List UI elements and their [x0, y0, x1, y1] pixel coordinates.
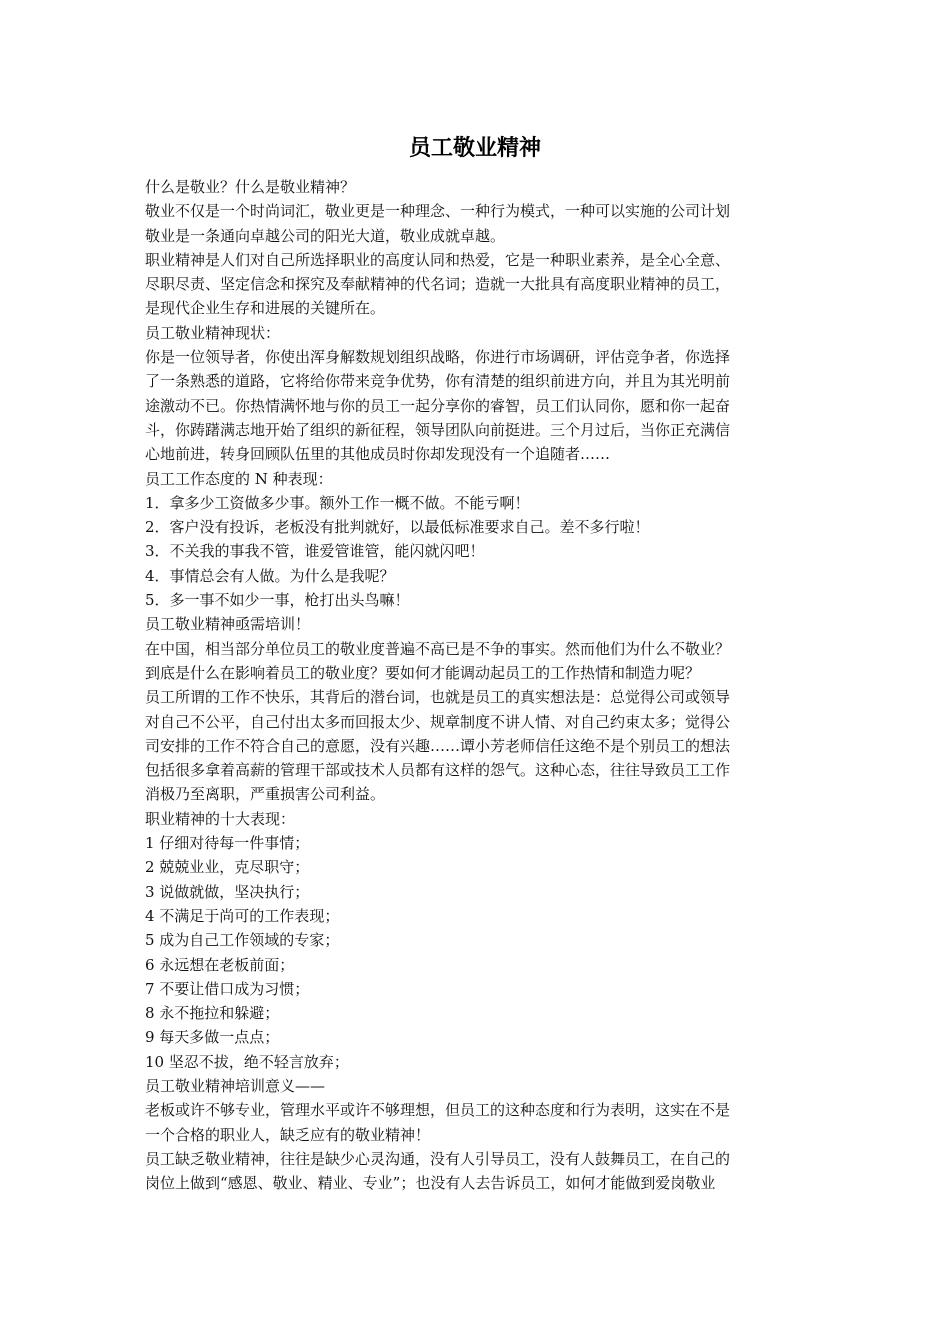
paragraph-line: 了一条熟悉的道路，它将给你带来竞争优势，你有清楚的组织前进方向，并且为其光明前 [145, 372, 731, 391]
paragraph-line: 10 坚忍不拔，绝不轻言放弃； [145, 1052, 349, 1071]
paragraph-line: 员工工作态度的 N 种表现： [145, 469, 333, 488]
paragraph [145, 588, 807, 612]
paragraph-line: 职业精神的十大表现： [145, 809, 296, 828]
paragraph-line: 岗位上做到“感恩、敬业、精业、专业”；也没有人去告诉员工，如何才能做到爱岗敬业 [145, 1174, 716, 1193]
paragraph [145, 855, 807, 879]
paragraph-line: 员工敬业精神亟需培训！ [145, 615, 311, 634]
paragraph [145, 685, 807, 806]
paragraph [145, 928, 807, 952]
paragraph-line: 员工所谓的工作不快乐，其背后的潜台词，也就是员工的真实想法是：总觉得公司或领导 [145, 688, 731, 707]
paragraph-line: 7 不要让借口成为习惯； [145, 979, 310, 998]
paragraph-line: 1．拿多少工资做多少事。额外工作一概不做。不能亏啊！ [145, 493, 530, 512]
paragraph [145, 321, 807, 345]
paragraph-line: 8 永不拖拉和躲避； [145, 1004, 280, 1023]
paragraph [145, 953, 807, 977]
document-title: 员工敬业精神 [408, 136, 541, 161]
paragraph [145, 564, 807, 588]
paragraph-line: 3．不关我的事我不管，谁爱管谁管，能闪就闪吧！ [145, 542, 485, 561]
paragraph-line: 一个合格的职业人，缺乏应有的敬业精神！ [145, 1125, 431, 1144]
paragraph-line: 2 兢兢业业，克尽职守； [145, 858, 310, 877]
paragraph-line: 9 每天多做一点点； [145, 1028, 280, 1047]
paragraph-line: 员工缺乏敬业精神，往往是缺少心灵沟通，没有人引导员工，没有人鼓舞员工，在自己的 [145, 1149, 731, 1168]
paragraph [145, 880, 807, 904]
paragraph-line: 对自己不公平，自己付出太多而回报太少、规章制度不讲人情、对自己约束太多；觉得公 [145, 712, 731, 731]
document-body [145, 175, 807, 1195]
paragraph-line: 3 说做就做，坚决执行； [145, 882, 310, 901]
paragraph-line: 司安排的工作不符合自己的意愿，没有兴趣……谭小芳老师信任这绝不是个别员工的想法 [145, 736, 731, 755]
paragraph-line: 心地前进，转身回顾队伍里的其他成员时你却发现没有一个追随者…… [145, 445, 611, 464]
paragraph [145, 467, 807, 491]
paragraph [145, 1098, 807, 1147]
paragraph [145, 248, 807, 321]
paragraph-line: 到底是什么在影响着员工的敬业度？要如何才能调动起员工的工作热情和制造力呢？ [145, 663, 701, 682]
paragraph-line: 4．事情总会有人做。为什么是我呢？ [145, 566, 395, 585]
paragraph-line: 敬业不仅是一个时尚词汇，敬业更是一种理念、一种行为模式，一种可以实施的公司计划 [145, 202, 731, 221]
paragraph [145, 637, 807, 686]
paragraph-line: 你是一位领导者，你使出浑身解数规划组织战略，你进行市场调研，评估竞争者，你选择 [145, 348, 731, 367]
paragraph-line: 员工敬业精神培训意义—— [145, 1076, 326, 1095]
paragraph-line: 职业精神是人们对自己所选择职业的高度认同和热爱，它是一种职业素养，是全心全意、 [145, 250, 731, 269]
paragraph [145, 1001, 807, 1025]
paragraph [145, 807, 807, 831]
paragraph-line: 6 永远想在老板前面； [145, 955, 295, 974]
paragraph-line: 什么是敬业？什么是敬业精神？ [145, 178, 356, 196]
paragraph-line: 尽职尽责、坚定信念和探究及奉献精神的代名词；造就一大批具有高度职业精神的员工， [145, 275, 731, 294]
paragraph [145, 1074, 807, 1098]
paragraph [145, 199, 807, 248]
paragraph-line: 包括很多拿着高薪的管理干部或技术人员都有这样的怨气。这种心态，往往导致员工工作 [145, 761, 731, 780]
paragraph [145, 175, 807, 199]
paragraph [145, 1025, 807, 1049]
paragraph-line: 是现代企业生存和进展的关键所在。 [145, 299, 386, 318]
paragraph [145, 977, 807, 1001]
paragraph [145, 1050, 807, 1074]
paragraph [145, 612, 807, 636]
paragraph-line: 途激动不已。你热情满怀地与你的员工一起分享你的睿智，员工们认同你，愿和你一起奋 [145, 396, 731, 415]
paragraph [145, 491, 807, 515]
paragraph [145, 539, 807, 563]
paragraph-line: 斗，你踌躇满志地开始了组织的新征程，领导团队向前挺进。三个月过后，当你正充满信 [145, 420, 731, 439]
paragraph-line: 5．多一事不如少一事，枪打出头鸟嘛！ [145, 591, 410, 610]
paragraph [145, 904, 807, 928]
paragraph [145, 515, 807, 539]
paragraph-line: 员工敬业精神现状： [145, 323, 281, 342]
paragraph-line: 2．客户没有投诉，老板没有批判就好，以最低标准要求自己。差不多行啦！ [145, 518, 650, 537]
paragraph [145, 831, 807, 855]
paragraph-line: 1 仔细对待每一件事情； [145, 834, 310, 853]
paragraph-line: 消极乃至离职，严重损害公司利益。 [145, 785, 386, 804]
paragraph-line: 老板或许不够专业，管理水平或许不够理想，但员工的这种态度和行为表明，这实在不是 [145, 1101, 731, 1120]
paragraph-line: 5 成为自己工作领域的专家； [145, 931, 340, 950]
paragraph-line: 敬业是一条通向卓越公司的阳光大道，敬业成就卓越。 [145, 226, 506, 245]
paragraph [145, 1147, 807, 1196]
paragraph-line: 在中国，相当部分单位员工的敬业度普遍不高已是不争的事实。然而他们为什么不敬业？ [145, 639, 731, 658]
paragraph [145, 345, 807, 466]
paragraph-line: 4 不满足于尚可的工作表现； [145, 906, 340, 925]
